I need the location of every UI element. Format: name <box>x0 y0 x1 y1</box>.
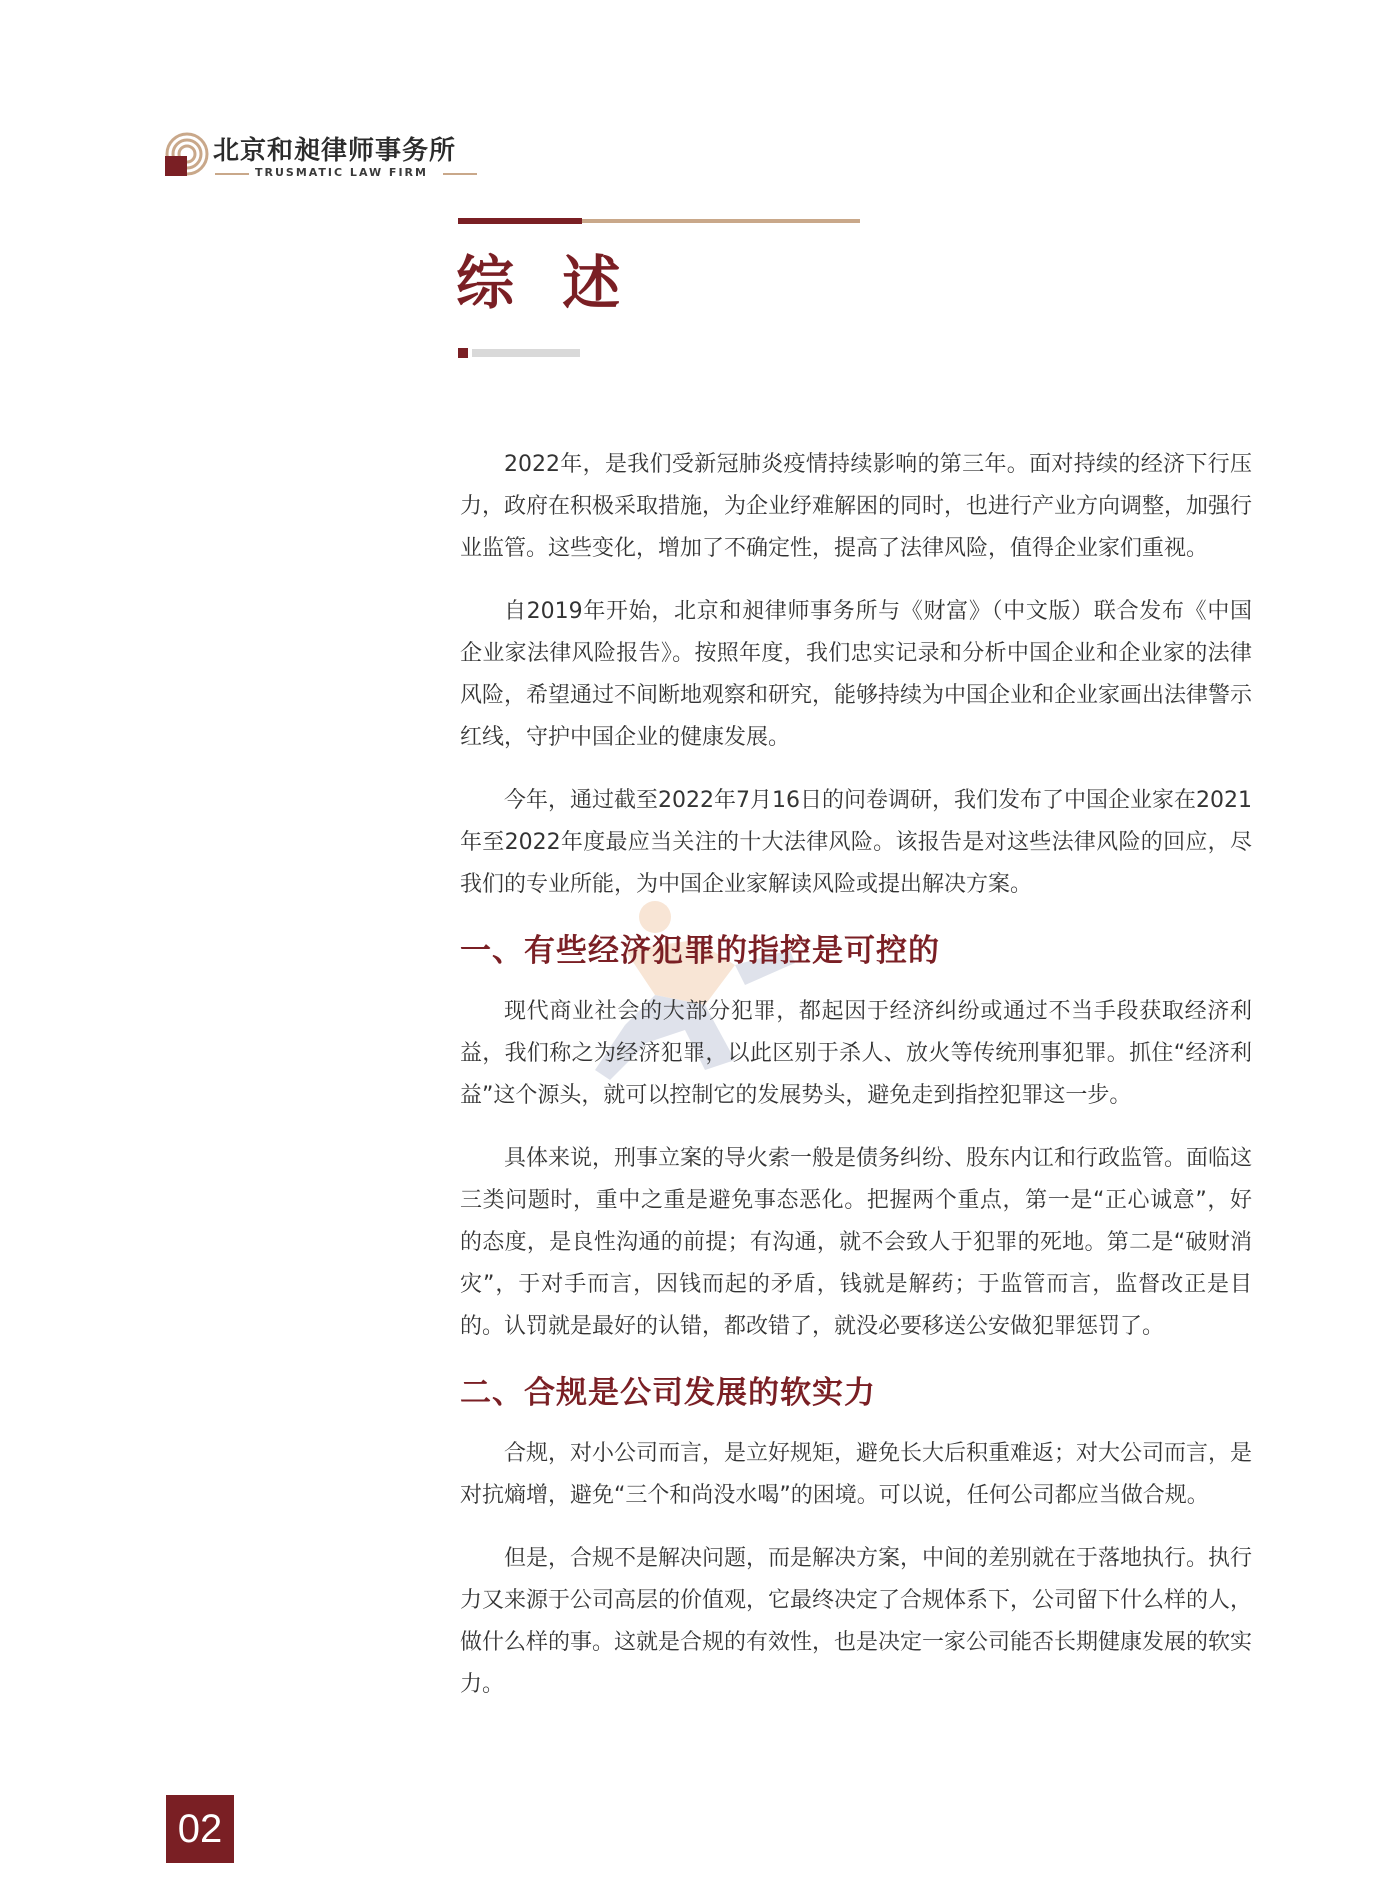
top-rule <box>458 218 860 224</box>
top-rule-dark <box>458 218 582 224</box>
page-number: 02 <box>166 1795 234 1863</box>
firm-name-cn: 北京和昶律师事务所 <box>213 136 457 166</box>
article-body <box>460 444 1252 1727</box>
logo-line-left <box>215 173 249 175</box>
firm-name-en-row <box>215 166 477 182</box>
section2-paragraph: 但是，合规不是解决问题，而是解决方案，中间的差别就在于落地执行。执行力又来源于公司高层的价值观，它最终决定了合规体系下，公司留下什么样的人，做什么样的事。这就是合规的有效性，也是决定一家公司能否长期健康发展的软实力。 <box>460 1546 1253 1697</box>
section2-heading: 二、合规是公司发展的软实力 <box>460 1375 876 1411</box>
intro-paragraph: 2022年，是我们受新冠肺炎疫情持续影响的第三年。面对持续的经济下行压力，政府在积极采取措施，为企业纾难解困的同时，也进行产业方向调整，加强行业监管。这些变化，增加了不确定性，提高了法律风险，值得企业家们重视。 <box>460 452 1253 561</box>
logo-line-right <box>443 173 477 175</box>
firm-logo <box>163 130 483 182</box>
section1-paragraph: 现代商业社会的大部分犯罪，都起因于经济纠纷或通过不当手段获取经济利益，我们称之为经济犯罪，以此区别于杀人、放火等传统刑事犯罪。抓住“经济利益”这个源头，就可以控制它的发展势头，避免走到指控犯罪这一步。 <box>460 999 1252 1108</box>
title-marker-square <box>458 348 468 358</box>
top-rule-light <box>582 219 860 223</box>
title-marker-bar <box>472 349 580 357</box>
title-marker <box>458 348 580 358</box>
section1-heading: 一、有些经济犯罪的指控是可控的 <box>460 933 940 969</box>
firm-logo-icon <box>163 130 211 178</box>
page-title: 综 述 <box>456 249 635 317</box>
firm-name-en: TRUSMATIC LAW FIRM <box>255 166 428 179</box>
intro-paragraph: 今年，通过截至2022年7月16日的问卷调研，我们发布了中国企业家在2021年至2022年度最应当关注的十大法律风险。该报告是对这些法律风险的回应，尽我们的专业所能，为中国企业家解读风险或提出解决方案。 <box>460 788 1252 897</box>
intro-paragraph: 自2019年开始，北京和昶律师事务所与《财富》（中文版）联合发布《中国企业家法律风险报告》。按照年度，我们忠实记录和分析中国企业和企业家的法律风险，希望通过不间断地观察和研究，能够持续为中国企业和企业家画出法律警示红线，守护中国企业的健康发展。 <box>460 599 1253 750</box>
section2-paragraph: 合规，对小公司而言，是立好规矩，避免长大后积重难返；对大公司而言，是对抗熵增，避免“三个和尚没水喝”的困境。可以说，任何公司都应当做合规。 <box>460 1441 1253 1508</box>
section1-paragraph: 具体来说，刑事立案的导火索一般是债务纠纷、股东内讧和行政监管。面临这三类问题时，重中之重是避免事态恶化。把握两个重点，第一是“正心诚意”，好的态度，是良性沟通的前提；有沟通，就不会致人于犯罪的死地。第二是“破财消灾”，于对手而言，因钱而起的矛盾，钱就是解药；于监管而言，监督改正是目的。认罚就是最好的认错，都改错了，就没必要移送公安做犯罪惩罚了。 <box>460 1146 1253 1339</box>
